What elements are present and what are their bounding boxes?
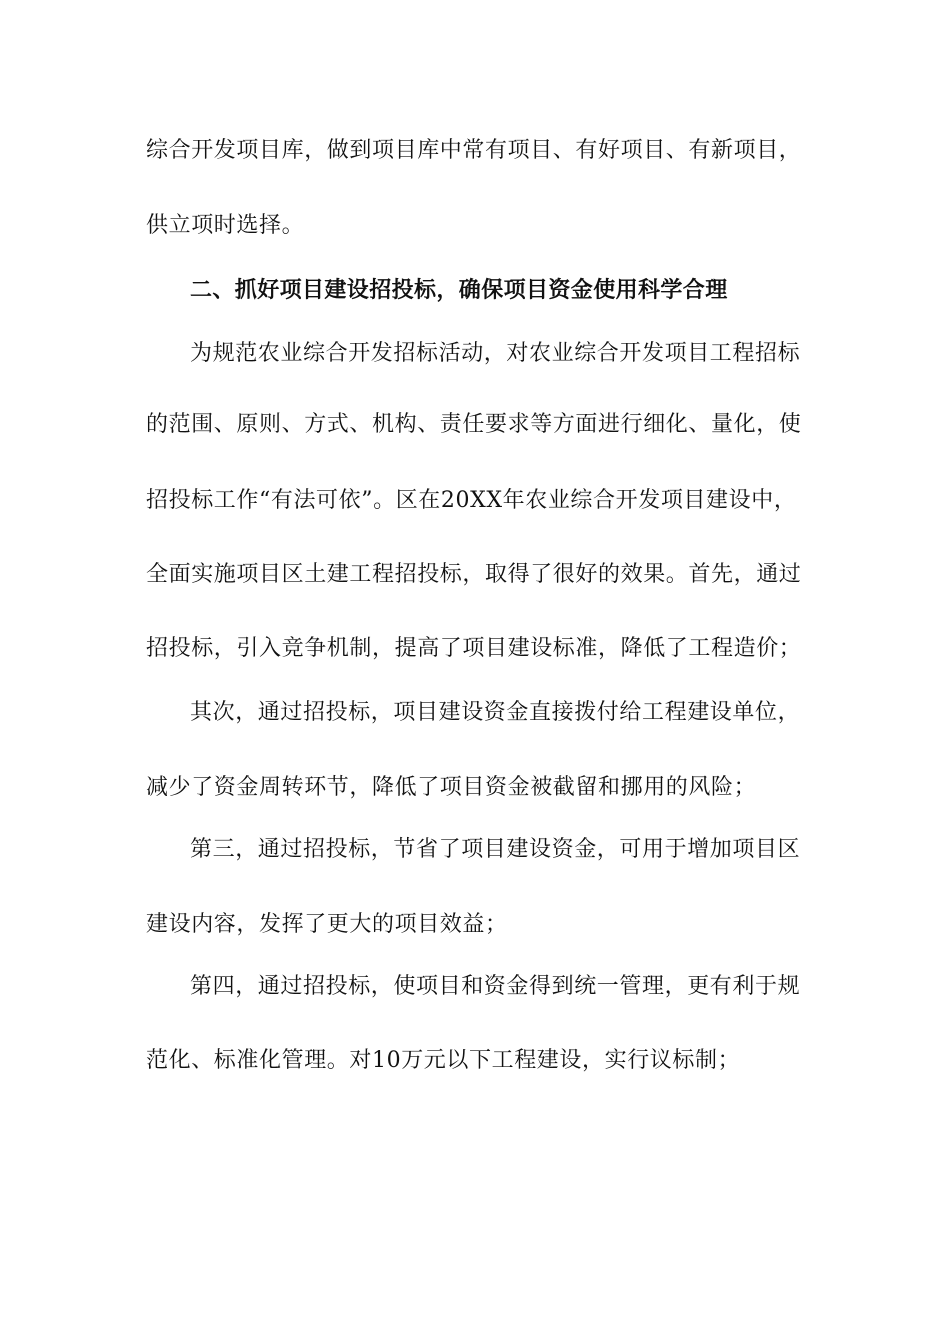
paragraph-line: 其次，通过招投标，项目建设资金直接拨付给工程建设单位，: [190, 700, 801, 725]
paragraph-line: 建设内容，发挥了更大的项目效益；: [146, 912, 508, 937]
section-heading: 二、抓好项目建设招投标，确保项目资金使用科学合理: [190, 277, 728, 303]
paragraph-line: 第四，通过招投标，使项目和资金得到统一管理，更有利于规: [190, 974, 801, 999]
paragraph-line: 招投标，引入竞争机制，提高了项目建设标准，降低了工程造价；: [146, 636, 802, 661]
paragraph-line: 第三，通过招投标，节省了项目建设资金，可用于增加项目区: [190, 837, 801, 862]
paragraph-line: 综合开发项目库，做到项目库中常有项目、有好项目、有新项目，: [146, 138, 802, 163]
paragraph-line: 减少了资金周转环节，降低了项目资金被截留和挪用的风险；: [146, 775, 757, 800]
paragraph-line: 范化、标准化管理。对10万元以下工程建设，实行议标制；: [146, 1048, 741, 1073]
paragraph-line: 供立项时选择。: [146, 213, 305, 238]
paragraph-line: 全面实施项目区土建工程招投标，取得了很好的效果。首先，通过: [146, 562, 802, 587]
paragraph-line: 为规范农业综合开发招标活动，对农业综合开发项目工程招标: [190, 341, 801, 366]
paragraph-line: 招投标工作“有法可依”。区在20XX年农业综合开发项目建设中，: [146, 488, 797, 513]
paragraph-line: 的范围、原则、方式、机构、责任要求等方面进行细化、量化，使: [146, 412, 802, 437]
